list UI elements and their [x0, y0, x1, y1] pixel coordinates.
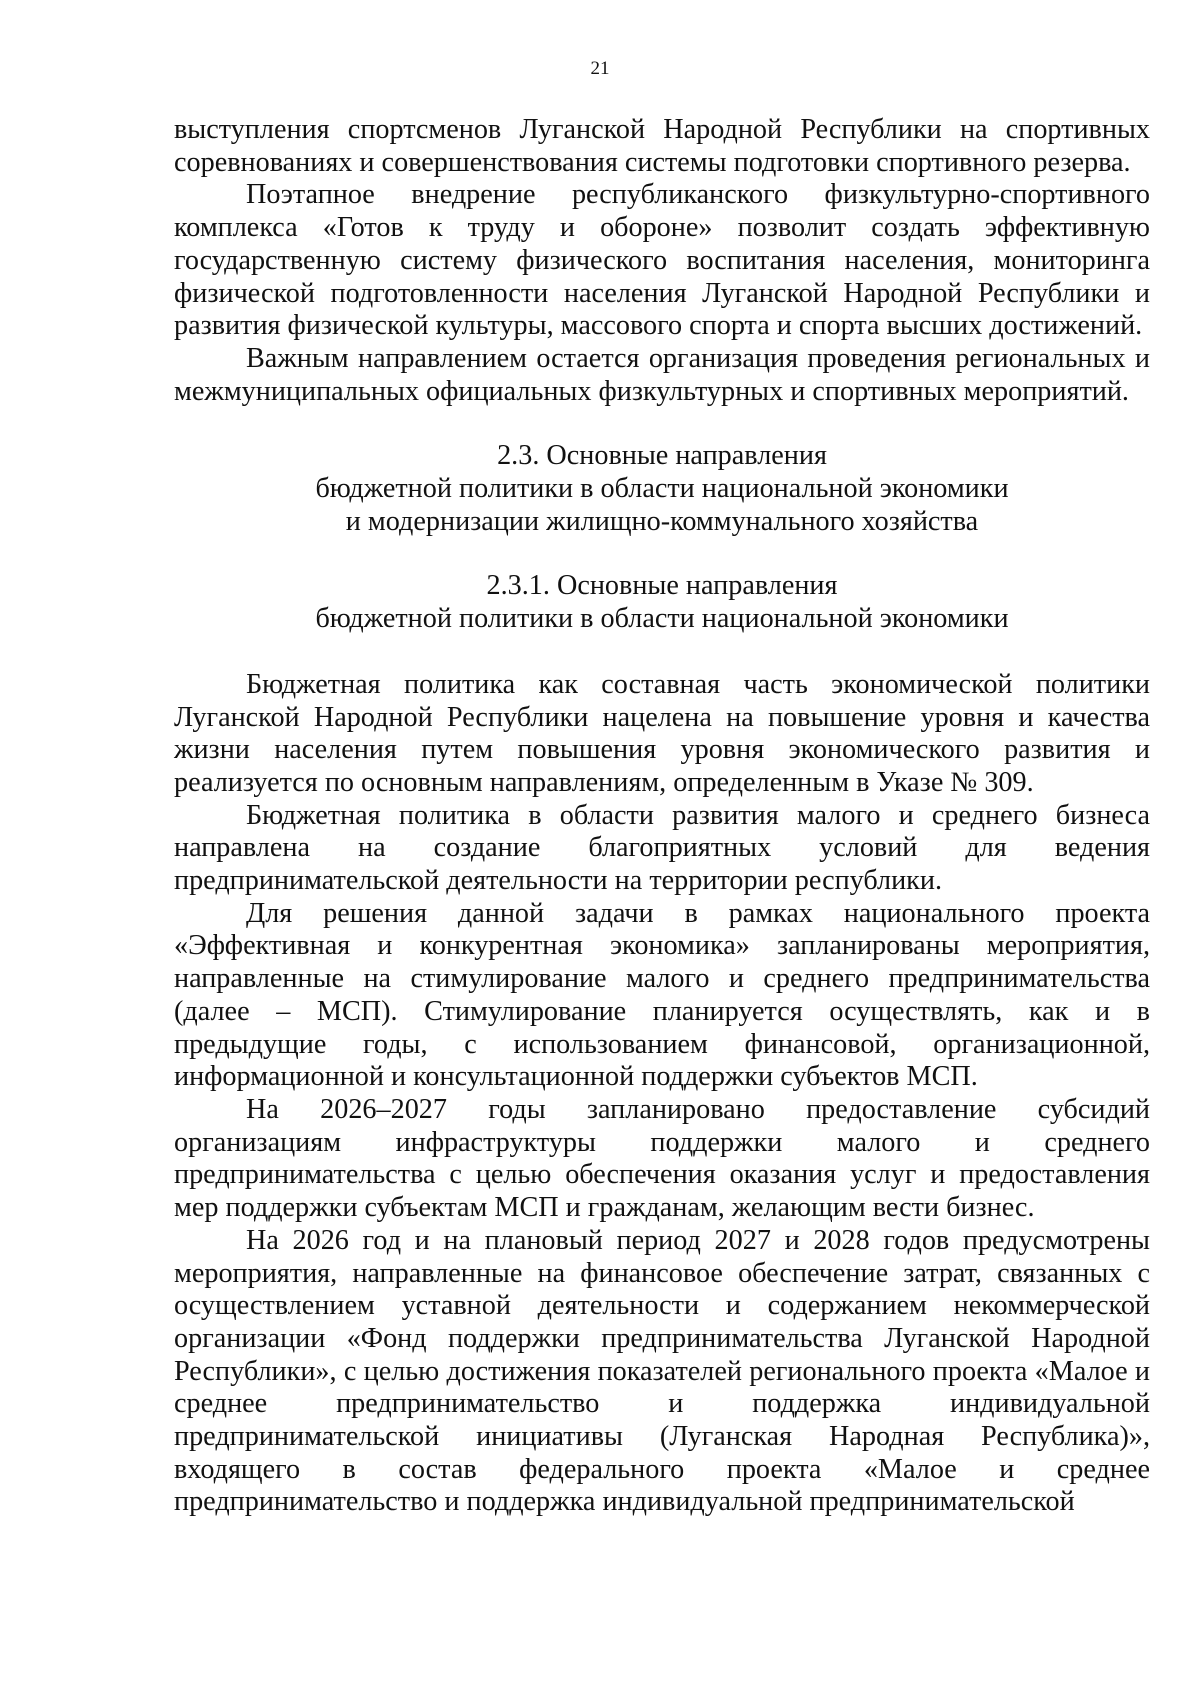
paragraph: Важным направлением остается организация проведения региональных и межмуниципальных официальных физкультурных и спортивных мероприятий. [174, 342, 1150, 407]
section-heading-2-3-1 [174, 570, 1150, 635]
paragraph: Для решения данной задачи в рамках национального проекта «Эффективная и конкурентная экономика» запланированы мероприятия, направленные на стимулирование малого и среднего предпринимательства (далее – МСП). Стимулирование планируется осуществлять, как и в предыдущие годы, с использованием финансовой, организационной, информационной и консультационной поддержки субъектов МСП. [174, 897, 1150, 1093]
paragraph: Бюджетная политика как составная часть экономической политики Луганской Народной Республики нацелена на повышение уровня и качества жизни населения путем повышения уровня экономического развития и реализуется по основным направлениям, определенным в Указе № 309. [174, 668, 1150, 798]
page-body [174, 114, 1150, 1519]
paragraph: На 2026–2027 годы запланировано предоставление субсидий организациям инфраструктуры поддержки малого и среднего предпринимательства с целью обеспечения оказания услуг и предоставления мер поддержки субъектам МСП и гражданам, желающим вести бизнес. [174, 1093, 1150, 1224]
section-heading-line: бюджетной политики в области национальной экономики [315, 603, 1009, 635]
paragraph: выступления спортсменов Луганской Народной Республики на спортивных соревнованиях и совершенствования системы подготовки спортивного резерва. [174, 114, 1150, 178]
section-heading-line: 2.3. Основные направления [497, 440, 827, 472]
section-heading-2-3 [174, 440, 1150, 538]
section-heading-line: и модернизации жилищно-коммунального хозяйства [345, 505, 979, 537]
section-heading-line: 2.3.1. Основные направления [486, 570, 838, 602]
paragraph: Бюджетная политика в области развития малого и среднего бизнеса направлена на создание благоприятных условий для ведения предпринимательской деятельности на территории республики. [174, 799, 1150, 897]
section-heading-line: бюджетной политики в области национальной экономики [315, 473, 1009, 505]
paragraph: Поэтапное внедрение республиканского физкультурно-спортивного комплекса «Готов к труду и обороне» позволит создать эффективную государственную систему физического воспитания населения, мониторинга физической подготовленности населения Луганской Народной Республики и развития физической культуры, массового спорта и спорта высших достижений. [174, 179, 1150, 342]
page-number: 21 [590, 58, 610, 79]
paragraph: На 2026 год и на плановый период 2027 и 2028 годов предусмотрены мероприятия, направленные на финансовое обеспечение затрат, связанных с осуществлением уставной деятельности и содержанием некоммерческой организации «Фонд поддержки предпринимательства Луганской Народной Республики», с целью достижения показателей регионального проекта «Малое и среднее предпринимательство и поддержка индивидуальной предпринимательской инициативы (Луганская Народная Республика)», входящего в состав федерального проекта «Малое и среднее предпринимательство и поддержка индивидуальной предпринимательской [174, 1224, 1150, 1518]
